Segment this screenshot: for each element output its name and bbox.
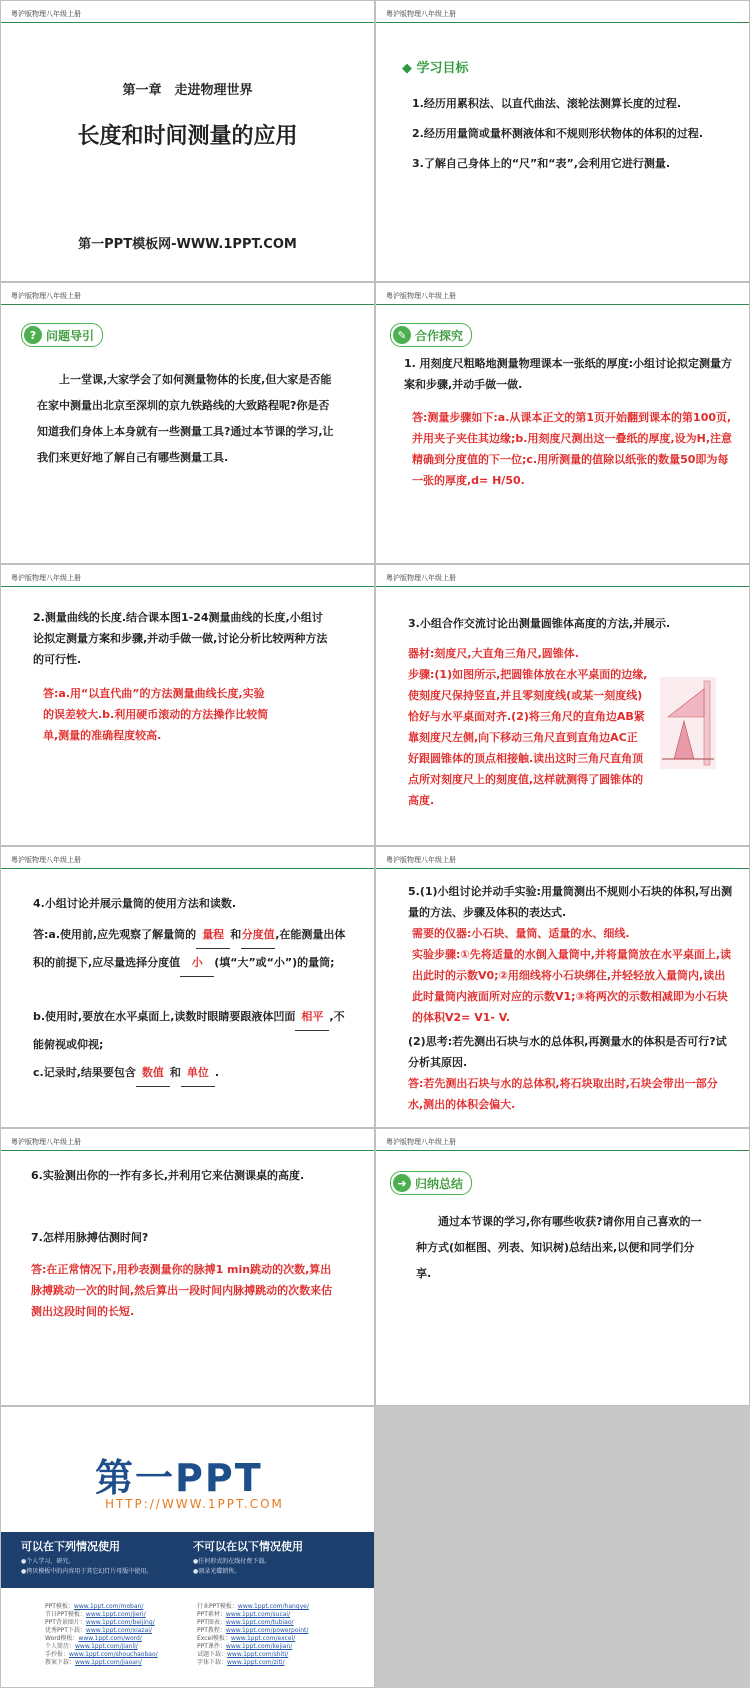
links-right: [197, 1603, 309, 1667]
links-left: [45, 1603, 158, 1667]
link-url[interactable]: www.1ppt.com/sucai/: [225, 1611, 291, 1618]
link-label: 个人简历：: [45, 1643, 76, 1650]
link-row: [45, 1643, 158, 1651]
link-label: PPT课件：: [197, 1643, 226, 1650]
slide-7-cylinder: [0, 846, 375, 1128]
slide-header: 粤沪版物理八年级上册: [386, 1138, 456, 1146]
answer-4b: [33, 1003, 353, 1058]
header-line: [1, 586, 374, 587]
question-7: 7.怎样用脉搏估测时间?: [31, 1231, 149, 1244]
slide-3-intro: [0, 282, 375, 564]
link-url[interactable]: www.1ppt.com/jiaoan/: [75, 1659, 142, 1666]
question-guide-badge: [21, 323, 103, 347]
answer-4a-mid: ,在能测量出体积的前提下,应尽量选择分度值: [33, 928, 346, 969]
answer-4a-post: (填“大”或“小”)的量筒;: [214, 956, 335, 969]
link-url[interactable]: www.1ppt.com/tubiao/: [225, 1619, 294, 1626]
link-label: PPT素材：: [197, 1611, 226, 1618]
link-label: 行业PPT模板：: [197, 1603, 238, 1610]
link-row: [45, 1619, 158, 1627]
link-url[interactable]: www.1ppt.com/xiazai/: [85, 1627, 152, 1634]
link-url[interactable]: www.1ppt.com/excel/: [230, 1635, 296, 1642]
slide-header: 粤沪版物理八年级上册: [386, 856, 456, 864]
answer-4b-post: ,不能俯视或仰视;: [33, 1010, 345, 1051]
cannot-use-item: ●任何形式的在线付费下载。: [193, 1558, 271, 1565]
answer-2: 答:a.用“以直代曲”的方法测量曲线长度,实验的误差较大.b.利用硬币滚动的方法操作比较简单,测量的准确程度较高.: [43, 687, 269, 742]
link-label: 字体下载：: [197, 1659, 228, 1666]
intro-paragraph: 上一堂课,大家学会了如何测量物体的长度,但大家是否能在家中测量出北京至深圳的京九铁路线的大致路程呢?你是否知道我们身体上本身就有一些测量工具?通过本节课的学习,让我们来更好地了解自己有哪些测量工具.: [37, 373, 334, 464]
brand-logo: 第一PPT: [95, 1456, 263, 1500]
badge-label: 归纳总结: [415, 1176, 464, 1191]
link-label: PPT图表：: [197, 1619, 226, 1626]
slide-header: 粤沪版物理八年级上册: [386, 574, 456, 582]
chapter-title: 第一章 走进物理世界: [122, 83, 253, 98]
slide-header: 粤沪版物理八年级上册: [11, 10, 81, 18]
site-name: 第一PPT模板网-WWW.1PPT.COM: [78, 237, 297, 252]
link-label: 手抄报：: [45, 1651, 70, 1658]
blank-small: 小: [180, 949, 214, 977]
header-line: [1, 1150, 374, 1151]
answer-4a: [33, 921, 349, 977]
answer-4a-pre: 答:a.使用前,应先观察了解量筒的: [33, 928, 197, 941]
answer-4c: [33, 1059, 353, 1087]
link-row: [197, 1659, 309, 1667]
link-row: [197, 1627, 309, 1635]
blank-level: 相平: [295, 1003, 329, 1031]
objectives-heading: ◆ 学习目标: [402, 61, 469, 76]
question-6: 6.实验测出你的一拃有多长,并利用它来估测课桌的高度.: [31, 1169, 305, 1182]
link-row: [45, 1627, 158, 1635]
question-icon: ?: [24, 326, 42, 344]
instruments: 需要的仪器:小石块、量筒、适量的水、细线.: [412, 927, 630, 940]
badge-label: 合作探究: [415, 328, 464, 343]
link-label: PPT模板：: [45, 1603, 74, 1610]
slide-header: 粤沪版物理八年级上册: [11, 574, 81, 582]
can-use-title: 可以在下列情况使用: [21, 1540, 120, 1553]
link-label: PPT背景图片：: [45, 1619, 86, 1626]
summary-paragraph: 通过本节课的学习,你有哪些收获?请你用自己喜欢的一种方式(如框图、列表、知识树)总结出来,以便和同学们分享.: [416, 1215, 702, 1280]
link-url[interactable]: www.1ppt.com/word/: [78, 1635, 142, 1642]
header-line: [376, 304, 749, 305]
link-url[interactable]: www.1ppt.com/shouchaobao/: [69, 1651, 158, 1658]
link-url[interactable]: www.1ppt.com/moban/: [73, 1603, 144, 1610]
slide-header: 粤沪版物理八年级上册: [386, 10, 456, 18]
can-use-item: ●拷贝模板中的内容用于其它幻灯片母版中使用。: [21, 1568, 153, 1575]
objective-item: 1.经历用累积法、以直代曲法、滚轮法测算长度的过程.: [412, 97, 682, 110]
and-text: 和: [169, 1066, 181, 1079]
lesson-title: 长度和时间测量的应用: [77, 124, 298, 149]
answer-5-2: 答:若先测出石块与水的总体积,将石块取出时,石块会带出一部分水,测出的体积会偏大.: [408, 1077, 718, 1111]
link-url[interactable]: www.1ppt.com/hangye/: [237, 1603, 309, 1610]
slide-6-cone: [375, 564, 750, 846]
header-line: [1, 22, 374, 23]
usage-band: [1, 1532, 375, 1588]
slide-header: 粤沪版物理八年级上册: [11, 292, 81, 300]
link-row: [197, 1603, 309, 1611]
can-use-item: ●个人学习、研究。: [21, 1558, 75, 1565]
link-url[interactable]: www.1ppt.com/shiti/: [227, 1651, 289, 1658]
answer-7: 答:在正常情况下,用秒表测量你的脉搏1 min跳动的次数,算出脉搏跳动一次的时间,然后算出一段时间内脉搏跳动的次数来估测出这段时间的长短.: [31, 1263, 333, 1318]
blank-value: 数值: [136, 1059, 170, 1087]
header-line: [1, 868, 374, 869]
slide-header: 粤沪版物理八年级上册: [386, 292, 456, 300]
steps: 步骤:(1)如图所示,把圆锥体放在水平桌面的边缘,使刻度尺保持竖直,并且零刻度线(或某一刻度线)恰好与水平桌面对齐.(2)将三角尺的直角边AB紧靠刻度尺左侧,向下移动三角尺直到直角边AC正好跟圆锥体的顶点相接触.读出这时三角尺直角顶点所对刻度尺上的刻度值,这样就测得了圆锥体的高度.: [408, 668, 648, 807]
link-row: [197, 1651, 309, 1659]
header-line: [376, 586, 749, 587]
blank-unit: 单位: [181, 1059, 215, 1087]
link-label: 教案下载：: [45, 1659, 76, 1666]
slide-5-curve: [0, 564, 375, 846]
slide-10-summary: [375, 1128, 750, 1406]
answer-4c-post: .: [214, 1066, 220, 1079]
header-line: [376, 22, 749, 23]
objective-item: 3.了解自己身体上的“尺”和“表”,会利用它进行测量.: [412, 157, 671, 170]
and-text: 和: [230, 928, 242, 941]
cannot-use-item: ●刻录光碟销售。: [193, 1568, 241, 1575]
link-url[interactable]: www.1ppt.com/jianli/: [75, 1643, 138, 1650]
link-row: [45, 1659, 158, 1667]
summary-badge: [390, 1171, 472, 1195]
materials: 器材:刻度尺,大直角三角尺,圆锥体.: [408, 647, 579, 660]
cone-measure-illustration: [660, 677, 716, 769]
objective-item: 2.经历用量筒或量杯测液体和不规则形状物体的体积的过程.: [412, 127, 704, 140]
link-url[interactable]: www.1ppt.com/powerpoint/: [225, 1627, 309, 1634]
footer-slide: [0, 1406, 375, 1688]
link-label: 试题下载：: [197, 1651, 228, 1658]
answer-1: 答:测量步骤如下:a.从课本正文的第1页开始翻到课本的第100页,并用夹子夹住其边缘;b.用刻度尺测出这一叠纸的厚度,设为H,注意精确到分度值的下一位;c.用所测量的值除以纸张的数量50即为每一张的厚度,d= H/50.: [412, 411, 733, 487]
slide-9-pulse: [0, 1128, 375, 1406]
cannot-use-title: 不可以在以下情况使用: [193, 1540, 303, 1553]
question-5: 5.(1)小组讨论并动手实验:用量筒测出不规则小石块的体积,写出测量的方法、步骤及体积的表达式.: [408, 885, 733, 919]
link-row: [45, 1651, 158, 1659]
link-label: Excel模板：: [197, 1635, 231, 1642]
link-url[interactable]: www.1ppt.com/ziti/: [227, 1659, 285, 1666]
header-line: [1, 304, 374, 305]
link-row: [45, 1635, 158, 1643]
link-row: [45, 1603, 158, 1611]
arrow-icon: ➜: [393, 1174, 411, 1192]
slide-1-title: [0, 0, 375, 282]
slide-header: 粤沪版物理八年级上册: [11, 1138, 81, 1146]
header-line: [376, 868, 749, 869]
slide-2-objectives: [375, 0, 750, 282]
question-5-2: (2)思考:若先测出石块与水的总体积,再测量水的体积是否可行?试分析其原因.: [408, 1035, 727, 1069]
question-2: 2.测量曲线的长度.结合课本图1-24测量曲线的长度,小组讨论拟定测量方案和步骤,并动手做一做,讨论分析比较两种方法的可行性.: [33, 611, 328, 666]
link-label: PPT教程：: [197, 1627, 226, 1634]
answer-4c-pre: c.记录时,结果要包含: [33, 1066, 136, 1079]
question-4: 4.小组讨论并展示量筒的使用方法和读数.: [33, 897, 237, 910]
blank-range: 量程: [196, 921, 230, 949]
slide-4-cooperation: [375, 282, 750, 564]
link-label: 优秀PPT下载：: [45, 1627, 86, 1634]
link-url[interactable]: www.1ppt.com/kejian/: [225, 1643, 293, 1650]
link-url[interactable]: www.1ppt.com/beijing/: [85, 1619, 155, 1626]
link-row: [197, 1643, 309, 1651]
slide-8-stone: [375, 846, 750, 1128]
experiment-steps: 实验步骤:①先将适量的水倒入量筒中,并将量筒放在水平桌面上,读出此时的示数V0;②用细线将小石块绑住,并轻轻放入量筒内,读出此时量筒内液面所对应的示数V1;③将两次的示数相减即为小石块的体积V2= V1- V.: [412, 948, 732, 1024]
cooperation-badge: [390, 323, 472, 347]
badge-label: 问题导引: [46, 328, 95, 343]
question-3: 3.小组合作交流讨论出测量圆锥体高度的方法,并展示.: [408, 617, 671, 630]
link-row: [197, 1611, 309, 1619]
header-line: [376, 1150, 749, 1151]
answer-4b-pre: b.使用时,要放在水平桌面上,读数时眼睛要跟液体凹面: [33, 1010, 296, 1023]
link-label: 节日PPT模板：: [45, 1611, 86, 1618]
link-row: [197, 1619, 309, 1627]
brand-url: HTTP://WWW.1PPT.COM: [105, 1497, 284, 1511]
leaf-icon: ✎: [393, 326, 411, 344]
link-row: [45, 1611, 158, 1619]
link-label: Word模板：: [45, 1635, 79, 1642]
blank-division: 分度值: [241, 921, 275, 949]
question-1: 1. 用刻度尺粗略地测量物理课本一张纸的厚度:小组讨论拟定测量方案和步骤,并动手做一做.: [404, 357, 733, 391]
link-url[interactable]: www.1ppt.com/jieri/: [85, 1611, 146, 1618]
slide-header: 粤沪版物理八年级上册: [11, 856, 81, 864]
link-row: [197, 1635, 309, 1643]
